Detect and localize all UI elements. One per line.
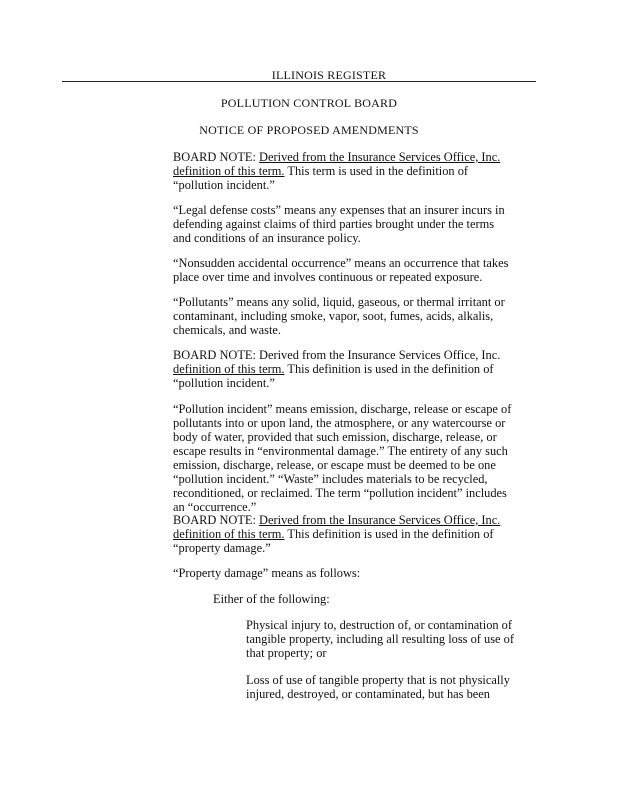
notice-title: NOTICE OF PROPOSED AMENDMENTS [199,123,419,137]
board-note-2-underlined: definition of this term. [173,362,285,376]
board-note-1 [173,150,513,192]
definition-pollution-incident: “Pollution incident” means emission, discharge, release or escape of pollutants into or upon land, the atmosphere, or any watercourse or body of water, provided that such emission, discharge, release, or escape results in “environmental damage.” The entirety of any such emission, discharge, release, or escape must be deemed to be one “pollution incident.” “Waste” includes materials to be recycled, reconditioned, or reclaimed. The term “pollution incident” includes an “occurrence.” [173,402,512,514]
board-note-1-prefix: BOARD NOTE: [173,150,260,164]
board-note-3-rest: This definition is used in the definition of “property damage.” [173,527,494,555]
board-title: POLLUTION CONTROL BOARD [220,96,398,110]
register-title: ILLINOIS REGISTER [271,68,387,82]
board-note-1-rest: This term is used in the definition of “pollution incident.” [173,164,469,192]
definition-legal-defense-costs: “Legal defense costs” means any expenses that an insurer incurs in defending against claims of third parties brought under the terms and conditions of an insurance policy. [173,203,505,245]
definition-pollutants: “Pollutants” means any solid, liquid, gaseous, or thermal irritant or contaminant, including smoke, vapor, soot, fumes, acids, alkalis, chemicals, and waste. [173,295,505,337]
board-note-3-prefix: BOARD NOTE: [173,513,260,527]
either-following: Either of the following: [213,592,330,606]
board-note-3-underlined: Derived from the Insurance Services Office, Inc. definition of this term. [173,513,501,541]
physical-injury-clause: Physical injury to, destruction of, or contamination of tangible property, including all resulting loss of use of that property; or [246,618,514,660]
definition-nonsudden-occurrence: “Nonsudden accidental occurrence” means an occurrence that takes place over time and involves continuous or repeated exposure. [173,256,509,284]
board-note-2 [173,348,513,390]
board-note-2-rest: This definition is used in the definition of “pollution incident.” [173,362,494,390]
board-note-1-underlined: Derived from the Insurance Services Office, Inc. definition of this term. [173,150,501,178]
board-note-3 [173,513,513,555]
board-note-2-prefix: BOARD NOTE: Derived from the Insurance Services Office, Inc. [173,348,501,362]
loss-of-use-clause: Loss of use of tangible property that is not physically injured, destroyed, or contaminated, but has been [246,673,510,701]
definition-property-damage: “Property damage” means as follows: [173,566,361,580]
